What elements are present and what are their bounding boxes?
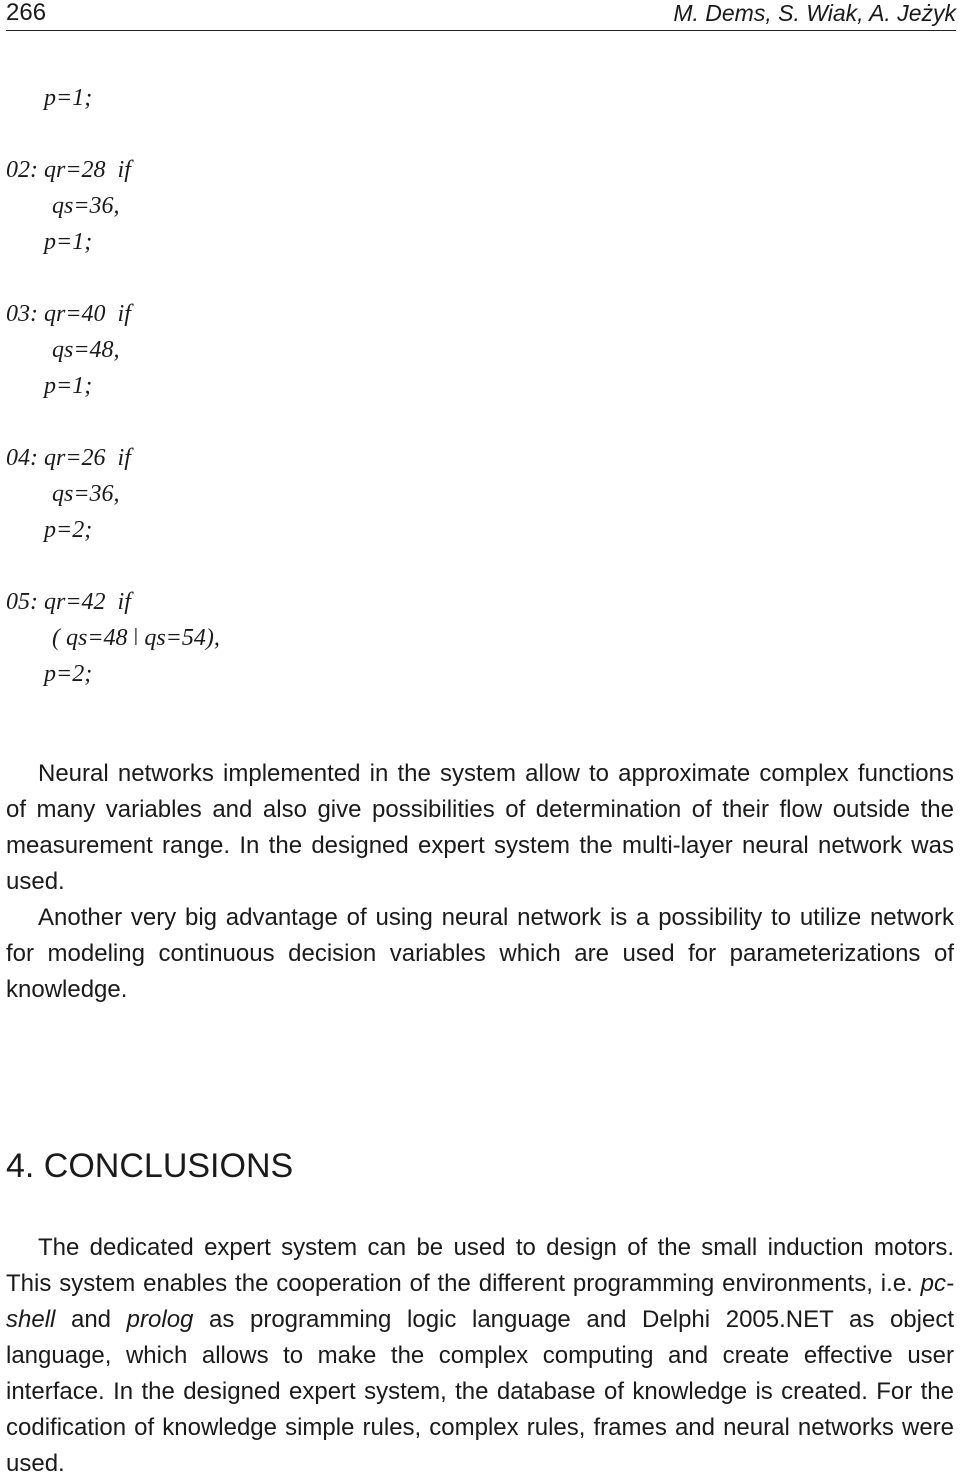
rule-listing — [6, 80, 220, 692]
rule-03-head: 03: qr=40 if — [6, 301, 131, 327]
rule-03-condition: qs=48, — [52, 337, 120, 363]
rule-02-condition: qs=36, — [52, 193, 120, 219]
rule-02-head: 02: qr=28 if — [6, 157, 131, 183]
rule-04-conclusion: p=2; — [44, 517, 93, 543]
paragraph-neural-networks: Neural networks implemented in the system allow to approximate complex functions of many variables and also give possibilities of determination of their flow outside the measurement range. In the designed expert system the multi-layer neural network was used. — [6, 760, 954, 895]
term-prolog: prolog — [126, 1306, 194, 1333]
page-header — [6, 0, 956, 31]
conclusions-text-2: and — [55, 1306, 127, 1333]
rule-01-conclusion: p=1; — [44, 85, 93, 111]
rule-04-condition: qs=36, — [52, 481, 120, 507]
rule-05-head: 05: qr=42 if — [6, 589, 131, 615]
rule-02-conclusion: p=1; — [44, 229, 93, 255]
term-pc-shell: pc-shell — [6, 1270, 954, 1333]
paragraph-advantage: Another very big advantage of using neural network is a possibility to utilize network for modeling continuous decision variables which are used for parameterizations of knowledge. — [6, 904, 954, 1003]
conclusions-text-3: as programming logic language and Delphi 2005.NET as object language, which allows to make the complex computing and create effective user interface. In the designed expert system, the database of knowledge is created. For the codification of knowledge simple rules, complex rules, frames and neural networks were used. — [6, 1306, 955, 1477]
conclusions-text-1: The dedicated expert system can be used to design of the small induction motors. This system enables the cooperation of the different programming environments, i.e. — [6, 1234, 954, 1297]
running-head: M. Dems, S. Wiak, A. Jeżyk — [673, 0, 956, 26]
rule-03-conclusion: p=1; — [44, 373, 93, 399]
body-section-neural — [6, 756, 954, 1008]
rule-05-condition: ( qs=48 ǀ qs=54), — [52, 625, 220, 651]
rule-05-conclusion: p=2; — [44, 661, 93, 687]
body-section-conclusions — [6, 1230, 954, 1482]
section-title: 4. CONCLUSIONS — [6, 1147, 294, 1185]
page-number: 266 — [6, 0, 47, 26]
paragraph-conclusions — [6, 1230, 954, 1482]
rule-04-head: 04: qr=26 if — [6, 445, 131, 471]
